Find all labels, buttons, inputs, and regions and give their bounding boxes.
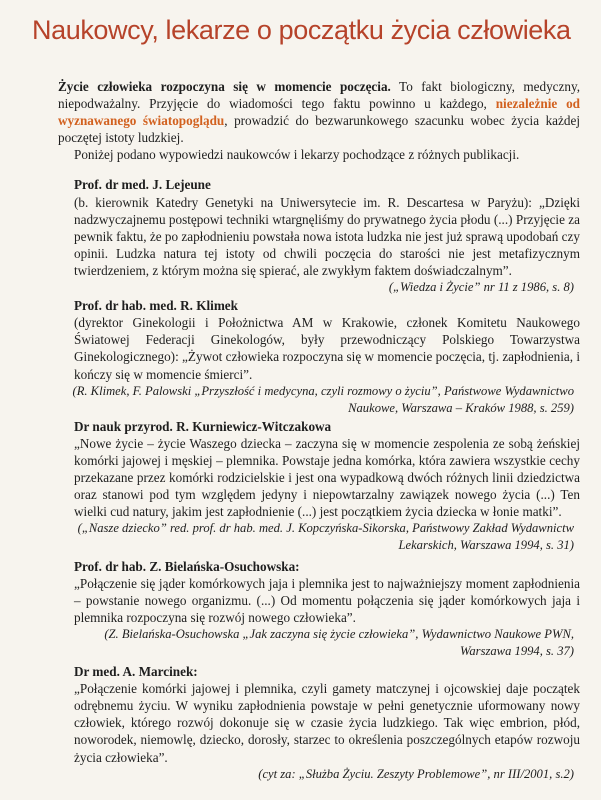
quote-text: „Nowe życie – życie Waszego dziecka – zaczyna się w momencie zespolenia ze sobą żeńskiej komórki jajowej i męskiej – plemnika. Powstaje jedna komórka, która zawiera wszystkie cechy przekazane przez komórki rodzicielskie i jest ona wypadkową dwóch różnych linii dziedzictwa oraz stanowi pod tym względem jedyny i niepowtarzalny zawiązek nowego życia (...) Ten wielki cud natury, jakim jest zapłodnienie (...) jest początkiem życia dziecka w łonie matki”. bbox=[74, 435, 580, 520]
quote-section bbox=[58, 297, 580, 417]
author-name: Prof. dr hab. Z. Bielańska-Osuchowska: bbox=[74, 558, 300, 574]
quote-section bbox=[58, 418, 580, 555]
author-name: Dr med. A. Marcinek: bbox=[74, 664, 198, 680]
intro-highlight: niezależnie od wyznawanego światopoglądu bbox=[58, 96, 581, 129]
quote-citation: („Wiedza i Życie” nr 11 z 1986, s. 8) bbox=[388, 280, 574, 295]
quote-section bbox=[58, 176, 580, 296]
article-body bbox=[58, 78, 580, 783]
quote-text: „Połączenie komórki jajowej i plemnika, czyli gamety matczynej i ojcowskiej daje początek odrębnemu życiu. W wyniku zapłodnienia powstaje w pełni genetycznie uformowany nowy człowiek, którego rozwój dokonuje się w czasie życia ludzkiego. Tak więc embrion, płód, noworodek, niemowlę, dziecko, dorosły, starzec to określenia poszczególnych etapów rozwoju życia człowieka”. bbox=[74, 681, 580, 765]
quote-citation: (Z. Bielańska-Osuchowska „Jak zaczyna się życie człowieka”, Wydawnictwo Naukowe PWN, Warszawa 1994, s. 37) bbox=[104, 626, 574, 658]
quote-section bbox=[58, 558, 580, 661]
author-name: Prof. dr hab. med. R. Klimek bbox=[74, 298, 238, 314]
quote-citation: („Nasze dziecko” red. prof. dr hab. med. J. Kopczyńska-Sikorska, Państwowy Zakład Wydawnictw Lekarskich, Warszawa 1994, s. 31) bbox=[77, 521, 574, 553]
intro-line-2: Poniżej podano wypowiedzi naukowców i lekarzy pochodzące z różnych publikacji. bbox=[74, 147, 520, 163]
quote-citation: (R. Klimek, F. Palowski „Przyszłość i medycyna, czyli rozmowy o życiu”, Państwowe Wydawnictwo Naukowe, Warszawa – Kraków 1988, s. 259) bbox=[72, 383, 574, 415]
quote-section bbox=[58, 663, 580, 783]
page-title: Naukowcy, lekarze o początku życia człowieka bbox=[32, 15, 571, 45]
author-name: Dr nauk przyrod. R. Kurniewicz-Witczakowa bbox=[74, 418, 332, 434]
quote-text: (b. kierownik Katedry Genetyki na Uniwersytecie im. R. Descartesa w Paryżu): „Dzięki nadzwyczajnemu postępowi techniki wtargnęliśmy do prywatnego życia płodu (...) Przyjęcie za pewnik faktu, że po zapłodnieniu powstała nowa istota ludzka nie jest już sprawą upodobań czy opinii. Ludzka natura tej istoty od chwili poczęcia do starości nie jest metafizycznym twierdzeniem, z którym można się spierać, ale zwykłym faktem doświadczalnym”. bbox=[74, 194, 580, 278]
quote-citation: (cyt za: „Służba Życiu. Zeszyty Problemowe”, nr III/2001, s.2) bbox=[258, 766, 574, 781]
intro-bold-sentence: Życie człowieka rozpoczyna się w momencie poczęcia. bbox=[58, 79, 391, 94]
intro-paragraph bbox=[58, 78, 580, 146]
author-name: Prof. dr med. J. Lejeune bbox=[74, 177, 211, 193]
quote-text: „Połączenie się jąder komórkowych jaja i plemnika jest to najważniejszy moment zapłodnienia – powstanie nowego organizmu. (...) Od momentu połączenia się jąder komórkowych jaja i plemnika rozpoczyna się rozwój nowego człowieka”. bbox=[74, 575, 580, 625]
intro-text-2: , prowadzić do bezwarunkowego szacunku wobec życia każdej poczętej istoty ludzkiej. bbox=[58, 113, 580, 146]
quote-text: (dyrektor Ginekologii i Położnictwa AM w Krakowie, członek Komitetu Naukowego Światowej Federacji Ginekologów, były przewodniczący Polskiego Towarzystwa Ginekologicznego): „Żywot człowieka rozpoczyna się w momencie poczęcia, tj. zapłodnienia, i kończy się w momencie śmierci”. bbox=[74, 315, 580, 382]
intro-text-1: To fakt biologiczny, medyczny, niepodważalny. Przyjęcie do wiadomości tego faktu powinno u każdego, bbox=[58, 79, 580, 112]
